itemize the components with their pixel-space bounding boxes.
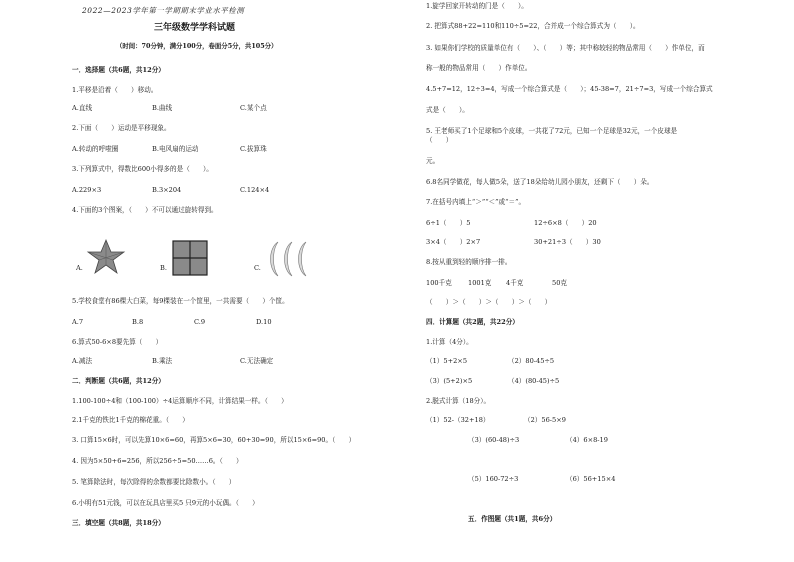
- judge-3: 3. 口算15×6时，可以先算10×6=60，再算5×6=30，60+30=90，所以15×6=90。（ ）: [72, 436, 356, 444]
- question-2: 2.下面（ ）运动是平移现象。: [72, 124, 171, 132]
- fill-3-cont: 称一般的物品常用（ ）作单位。: [426, 64, 532, 72]
- fill-2: 2. 把算式88+22=110和110÷5=22，合并成一个综合算式为（ ）。: [426, 22, 640, 30]
- compare-item: 12÷6×8（ ）20: [534, 219, 597, 227]
- option-label: A.: [76, 264, 83, 272]
- option: C.124×4: [240, 186, 270, 194]
- option: A.减法: [72, 357, 93, 365]
- weight-item: 4千克: [506, 279, 524, 287]
- option: A.转动的呼啦圈: [72, 145, 119, 153]
- question-5: 5.学校食堂有86棵大白菜，每9棵装在一个筐里，一共需要（ ）个筐。: [72, 297, 289, 305]
- right-column: [426, 0, 786, 562]
- fill-5: 5. 王老师买了1个足球和5个皮球，一共花了72元，已知一个足球是32元，一个皮球是: [426, 127, 678, 135]
- compare-item: 6÷1（ ）5: [426, 219, 471, 227]
- question-4: 4.下面的3个图案，（ ）不可以通过旋转得到。: [72, 206, 218, 214]
- option: C.9: [194, 318, 206, 326]
- calc-item: （1）5+2×5: [426, 357, 468, 365]
- fill-4: 4.5+7=12，12÷3=4，写成一个综合算式是（ ）；45-38=7，21÷7=3，写成一个综合算式: [426, 85, 713, 93]
- exam-subtitle: （时间：70分钟，满分100分，卷面分5分，共105分）: [116, 42, 278, 50]
- left-column: [72, 0, 432, 562]
- fill-5-blank: （ ）: [426, 136, 453, 144]
- calc-item: （5）160-72÷3: [468, 475, 519, 483]
- question-3: 3.下列算式中，得数比600小得多的是（ ）。: [72, 165, 213, 173]
- calc-1: 1.计算（4分）。: [426, 338, 473, 346]
- option: C.拔算珠: [240, 145, 267, 153]
- judge-6: 6.小明有51元钱，可以在玩具店里买5 只9元的小玩偶。（ ）: [72, 499, 259, 507]
- question-1: 1.平移是沿着（ ）移动。: [72, 86, 158, 94]
- fill-8: 8.按从重到轻的顺序排一排。: [426, 258, 512, 266]
- compare-item: 3×4（ ）2×7: [426, 238, 481, 246]
- exam-title: 三年级数学学科试题: [154, 23, 236, 33]
- compare-item: 30+21÷3（ ）30: [534, 238, 601, 246]
- option: A.直线: [72, 104, 93, 112]
- fill-1: 1.旋学回家开转动的门是（ ）。: [426, 2, 528, 10]
- judge-5: 5. 笔算除法时，每次除得的余数都要比除数小。（ ）: [72, 478, 236, 486]
- option: C.某个点: [240, 104, 267, 112]
- crescent-moons-icon: [264, 240, 320, 278]
- judge-2: 2.1千克的铁比1千克的棉花重。（ ）: [72, 416, 189, 424]
- option: A.229×3: [72, 186, 102, 194]
- fill-6: 6.8名同学做花，每人做5朵，送了18朵给幼儿园小朋友，还剩下（ ）朵。: [426, 178, 654, 186]
- option: D.10: [256, 318, 272, 326]
- order-blanks: （ ）＞（ ）＞（ ）＞（ ）: [426, 298, 552, 306]
- fill-4-cont: 式是（ ）。: [426, 106, 469, 114]
- calc-item: （2）80-45÷5: [508, 357, 555, 365]
- calc-item: （3）(60-48)÷3: [468, 436, 520, 444]
- judge-1: 1.100-100÷4和（100-100）÷4运算顺序不同，计算结果一样。（ ）: [72, 397, 288, 405]
- question-6: 6.算式50-6×8要先算（ ）: [72, 338, 163, 346]
- option-label: C.: [254, 264, 261, 272]
- weight-item: 1001克: [468, 279, 492, 287]
- exam-header: 2022—2023学年第一学期期末学业水平检测: [82, 6, 245, 15]
- option: B.乘法: [152, 357, 173, 365]
- judge-4: 4. 因为5×50+6=256，所以256÷5=50……6。（ ）: [72, 457, 243, 465]
- fill-3: 3. 如果你们学校的质量单位有（ ）、（ ）等；其中称较轻的物品常用（ ）作单位，而: [426, 44, 705, 52]
- section-calc: 四．计算题（共2题，共22分）: [426, 318, 519, 326]
- option: B.曲线: [152, 104, 173, 112]
- calc-item: （6）56+15×4: [566, 475, 616, 483]
- option-label: B.: [160, 264, 167, 272]
- calc-item: （1）52-（32+18）: [426, 416, 490, 424]
- calc-item: （2）56-5×9: [524, 416, 566, 424]
- section-drawing: 五．作图题（共1题，共6分）: [468, 515, 557, 523]
- calc-item: （3）(5+2)×5: [426, 377, 473, 385]
- option: B.电风扇的运动: [152, 145, 199, 153]
- fill-7: 7.在括号内填上“＞”“＜”或“＝”。: [426, 198, 526, 206]
- calc-item: （4）(80-45)÷5: [508, 377, 560, 385]
- calc-2: 2.脱式计算（18分）。: [426, 397, 491, 405]
- option: A.7: [72, 318, 84, 326]
- option: B.8: [132, 318, 144, 326]
- section-choice: 一．选择题（共6题，共12分）: [72, 66, 165, 74]
- weight-item: 50克: [552, 279, 567, 287]
- fill-5-unit: 元。: [426, 157, 440, 165]
- calc-item: （4）6×8-19: [566, 436, 608, 444]
- section-fill: 三．填空题（共8题，共18分）: [72, 519, 165, 527]
- star-icon: [86, 238, 126, 276]
- weight-item: 100千克: [426, 279, 452, 287]
- option: B.3×204: [152, 186, 182, 194]
- section-judge: 二．判断题（共6题，共12分）: [72, 377, 165, 385]
- square-grid-icon: [172, 240, 208, 276]
- option: C.无法确定: [240, 357, 274, 365]
